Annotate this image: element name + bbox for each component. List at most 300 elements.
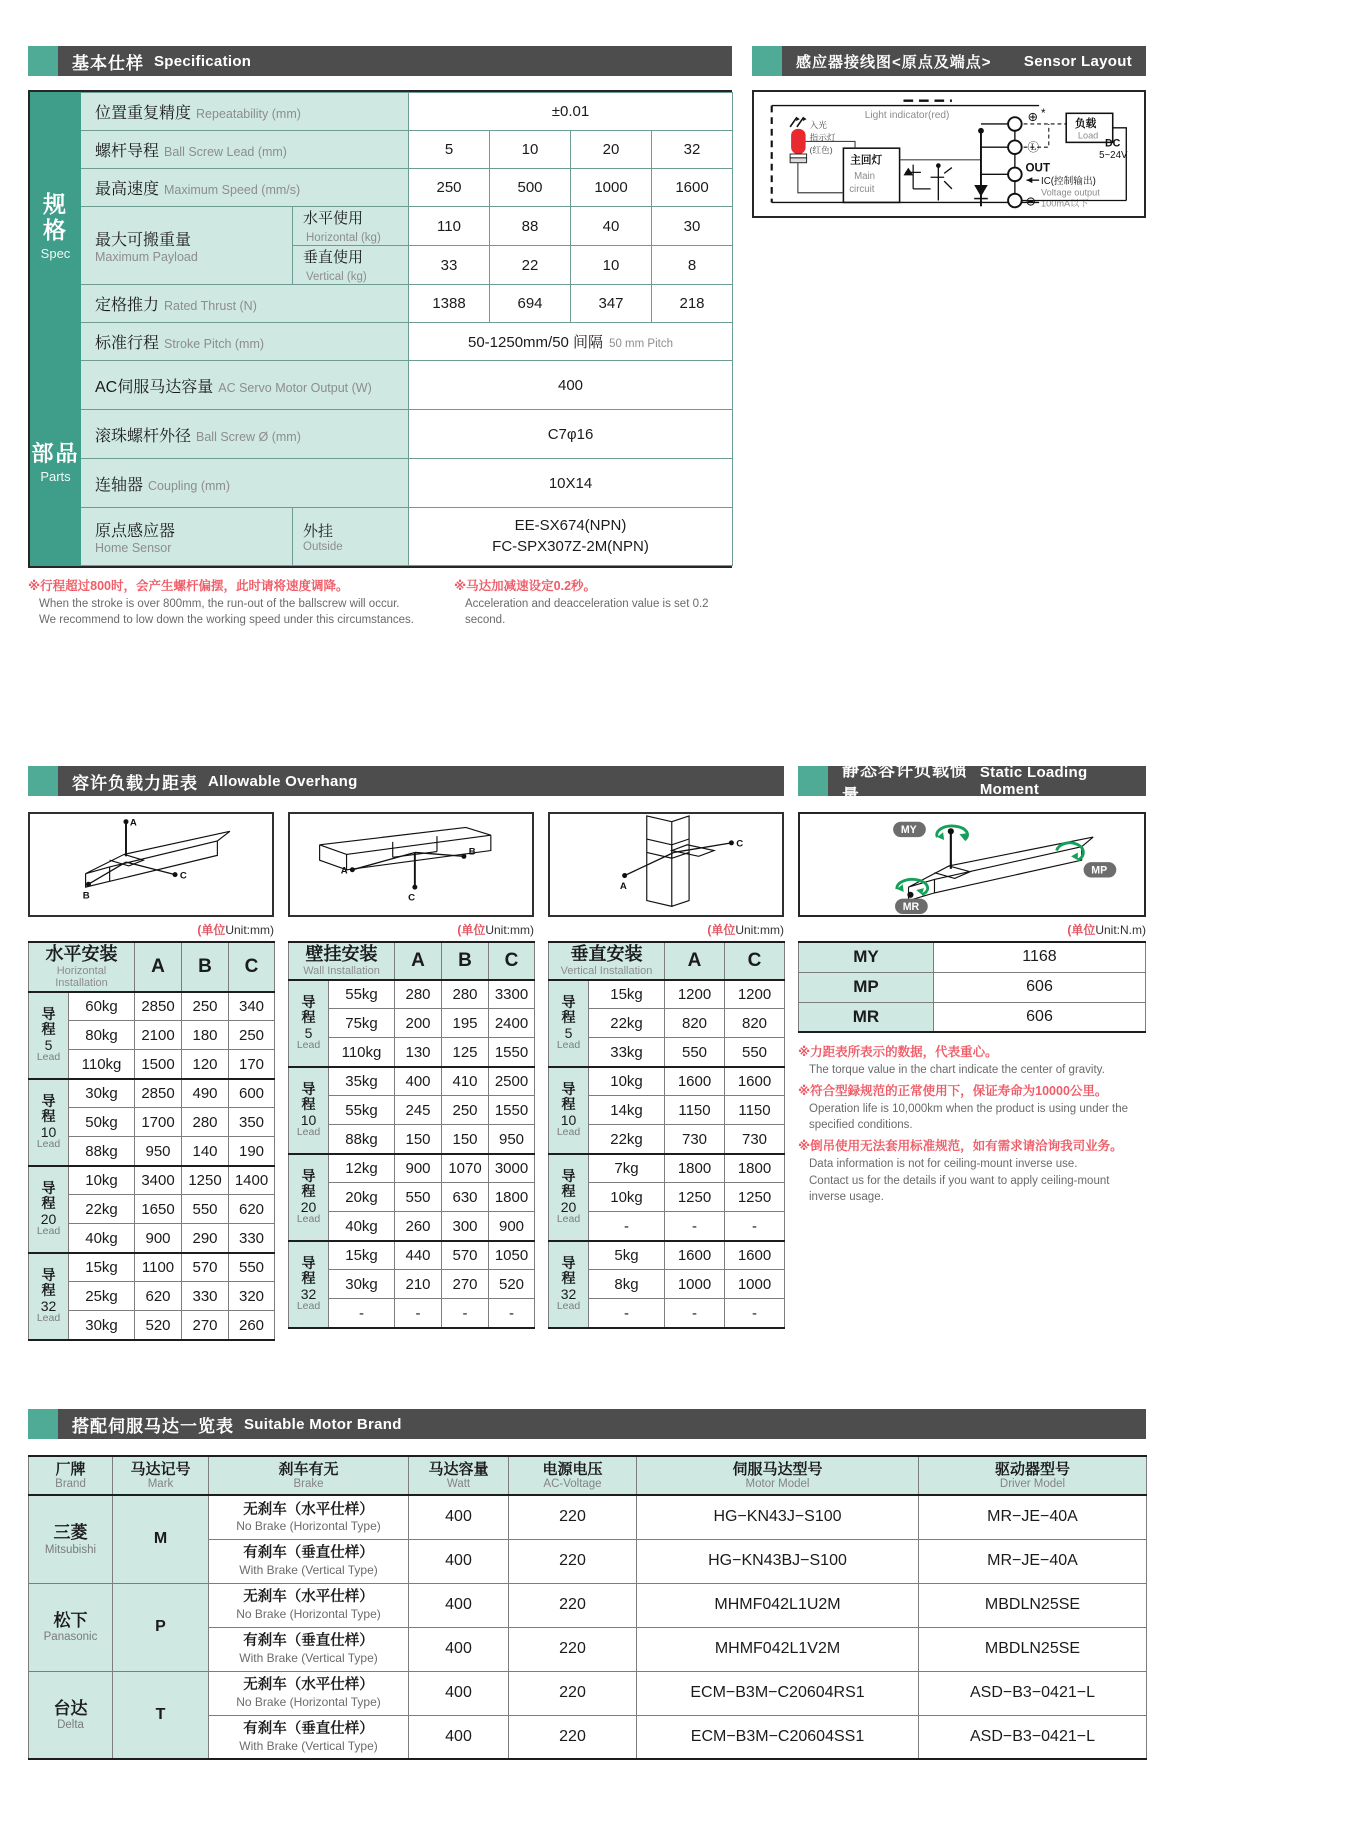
brake-cn: 有刹车（垂直仕样） bbox=[243, 1721, 374, 1738]
value-home-sensor-line1: EE-SX674(NPN) bbox=[514, 517, 627, 535]
header-cn: 马达记号 bbox=[130, 1461, 191, 1478]
header-en: Brand bbox=[55, 1478, 86, 1491]
dc-range: 5~24V bbox=[1099, 149, 1128, 161]
value-coupling: 10X14 bbox=[409, 459, 733, 508]
lead-group-label bbox=[29, 1079, 69, 1166]
value-cell: - bbox=[395, 1299, 442, 1328]
lead-number: 10 bbox=[300, 1111, 317, 1128]
value-stroke-main: 50-1250mm/50 间隔 bbox=[468, 334, 604, 351]
brand-cell bbox=[29, 1583, 113, 1671]
overhang-tables-row bbox=[28, 812, 784, 1341]
table-title bbox=[289, 942, 395, 980]
load-cell: 22kg bbox=[69, 1195, 135, 1224]
header-en: Mark bbox=[147, 1478, 174, 1491]
static-moment-body bbox=[799, 942, 1146, 1032]
motor-brand-table bbox=[28, 1455, 1147, 1760]
static-note-1 bbox=[798, 1082, 1146, 1133]
load-cell: 20kg bbox=[329, 1183, 395, 1212]
load-cell: 30kg bbox=[69, 1079, 135, 1108]
note-cn: ※力距表所表示的数据，代表重心。 bbox=[798, 1045, 998, 1059]
value-cell: 730 bbox=[725, 1125, 785, 1154]
value-cell: 270 bbox=[442, 1270, 489, 1299]
table-row bbox=[289, 1067, 535, 1096]
static-unit-label bbox=[798, 921, 1146, 938]
lead-en: Lead bbox=[296, 1039, 321, 1052]
load-cell: 75kg bbox=[329, 1009, 395, 1038]
column-header bbox=[113, 1456, 209, 1495]
lead-number: 10 bbox=[560, 1111, 577, 1128]
note-en1: Acceleration and deacceleration value is set 0.2 second. bbox=[465, 597, 709, 627]
main-circuit-en1: Main bbox=[854, 171, 876, 183]
value-cell: 260 bbox=[229, 1311, 275, 1340]
parts-band-cn: 部品 bbox=[31, 440, 80, 466]
static-moment-diagram bbox=[798, 812, 1146, 917]
label-en: AC Servo Motor Output (W) bbox=[218, 380, 372, 395]
voltage-cell: 220 bbox=[509, 1495, 637, 1539]
spec-band-cn: 规格 bbox=[43, 190, 68, 243]
label-cn: 位置重复精度 bbox=[95, 105, 192, 122]
value-cell: 820 bbox=[665, 1009, 725, 1038]
svg-text:A: A bbox=[340, 865, 348, 877]
value-lead-3: 32 bbox=[652, 131, 733, 169]
lead-cn: 导 程 bbox=[41, 1266, 56, 1298]
value-cell: 1000 bbox=[725, 1270, 785, 1299]
load-cell: 22kg bbox=[589, 1009, 665, 1038]
row-label-repeatability bbox=[81, 93, 409, 131]
lead-en: Lead bbox=[296, 1126, 321, 1139]
overhang-body-0 bbox=[29, 992, 275, 1340]
unit-cn: (单位 bbox=[197, 923, 226, 937]
lead-number: 5 bbox=[304, 1024, 313, 1041]
lead-cn: 导 程 bbox=[41, 1179, 56, 1211]
lead-en: Lead bbox=[556, 1126, 581, 1139]
value-cell: 2100 bbox=[135, 1021, 182, 1050]
value-lead-1: 10 bbox=[490, 131, 571, 169]
lead-cn: 导 程 bbox=[301, 1254, 316, 1286]
value-cell: - bbox=[442, 1299, 489, 1328]
moment-key: MP bbox=[799, 972, 934, 1002]
brand-en: Delta bbox=[57, 1719, 84, 1732]
note-cn: ※行程超过800时，会产生螺杆偏摆，此时请将速度调降。 bbox=[28, 579, 349, 593]
static-header-bar bbox=[798, 761, 1146, 805]
note-cn: ※符合型録规范的正常使用下，保证寿命为10000公里。 bbox=[798, 1084, 1108, 1099]
row-label-coupling bbox=[81, 459, 409, 508]
col-c: C bbox=[229, 942, 275, 992]
table-row bbox=[289, 980, 535, 1009]
value-cell: 1250 bbox=[182, 1166, 229, 1195]
table-row bbox=[29, 1671, 1147, 1715]
mark-cell: P bbox=[113, 1583, 209, 1671]
unit-en: Unit:N.m) bbox=[1095, 923, 1146, 937]
brand-en: Mitsubishi bbox=[44, 1543, 97, 1556]
value-cell: 200 bbox=[395, 1009, 442, 1038]
sensor-title-en: Sensor Layout bbox=[1023, 52, 1132, 70]
value-cell: 950 bbox=[135, 1137, 182, 1166]
driver-model-cell: ASD−B3−0421−L bbox=[919, 1715, 1147, 1759]
load-cell: 35kg bbox=[329, 1067, 395, 1096]
load-cell: 80kg bbox=[69, 1021, 135, 1050]
table-row bbox=[549, 980, 785, 1009]
load-cell: 10kg bbox=[69, 1166, 135, 1195]
value-cell: 300 bbox=[442, 1212, 489, 1241]
col-b: B bbox=[182, 942, 229, 992]
note-0 bbox=[28, 577, 428, 628]
note-en3: inverse usage. bbox=[809, 1190, 884, 1203]
load-cell: 15kg bbox=[69, 1253, 135, 1282]
table-row bbox=[799, 942, 1146, 972]
value-cell: 570 bbox=[442, 1241, 489, 1270]
value-cell: 730 bbox=[665, 1125, 725, 1154]
row-label-motor-output bbox=[81, 361, 409, 410]
value-cell: 3300 bbox=[489, 980, 535, 1009]
lead-number: 5 bbox=[564, 1024, 573, 1041]
lead-group-label bbox=[549, 980, 589, 1067]
load-cell: 10kg bbox=[589, 1183, 665, 1212]
motor-header-bar bbox=[28, 1409, 1146, 1439]
table-row bbox=[29, 1495, 1147, 1539]
watt-cell: 400 bbox=[409, 1539, 509, 1583]
vertical-axis-icon bbox=[550, 814, 782, 915]
voltage-cell: 220 bbox=[509, 1671, 637, 1715]
lead-number: 5 bbox=[44, 1036, 53, 1053]
lead-group-label bbox=[289, 980, 329, 1067]
value-cell: 620 bbox=[135, 1282, 182, 1311]
watt-cell: 400 bbox=[409, 1495, 509, 1539]
load-cell: 15kg bbox=[329, 1241, 395, 1270]
lead-group-label bbox=[289, 1241, 329, 1328]
lead-en: Lead bbox=[36, 1051, 61, 1064]
value-cell: 1000 bbox=[665, 1270, 725, 1299]
brake-en: No Brake (Horizontal Type) bbox=[236, 1519, 381, 1534]
label-cn: 滚珠螺杆外径 bbox=[95, 427, 192, 445]
load-en: Load bbox=[1077, 130, 1099, 141]
watt-cell: 400 bbox=[409, 1671, 509, 1715]
value-cell: 125 bbox=[442, 1038, 489, 1067]
value-cell: 550 bbox=[665, 1038, 725, 1067]
value-cell: 340 bbox=[229, 992, 275, 1021]
header-en: AC-Voltage bbox=[543, 1478, 602, 1491]
value-cell: 1100 bbox=[135, 1253, 182, 1282]
wall-axis-icon bbox=[290, 814, 532, 915]
note-en2: We recommend to low down the working speed under this circumstances. bbox=[39, 614, 414, 627]
load-cell: - bbox=[329, 1299, 395, 1328]
horizontal-diagram bbox=[28, 812, 274, 917]
specification-table bbox=[30, 92, 733, 566]
title-cn: 垂直安装 bbox=[570, 944, 643, 964]
lead-cn: 导 程 bbox=[561, 993, 576, 1025]
brand-cell bbox=[29, 1671, 113, 1759]
sub-label-en: Outside bbox=[303, 541, 343, 553]
lead-number: 20 bbox=[40, 1210, 57, 1227]
value-stroke bbox=[409, 323, 733, 361]
lead-en: Lead bbox=[36, 1225, 61, 1238]
terminal-out bbox=[1008, 168, 1022, 182]
out-label: OUT bbox=[1025, 161, 1051, 175]
value-cell: 250 bbox=[442, 1096, 489, 1125]
label-en: Repeatability (mm) bbox=[196, 107, 301, 121]
note-cn: ※马达加减速设定0.2秒。 bbox=[454, 579, 597, 593]
note-1 bbox=[454, 577, 732, 628]
brake-cell bbox=[209, 1627, 409, 1671]
unit-cn: (单位 bbox=[457, 923, 486, 937]
lead-cn: 导 程 bbox=[301, 993, 316, 1025]
horizontal-overhang-table bbox=[28, 941, 275, 1341]
value-cell: 400 bbox=[395, 1067, 442, 1096]
value-speed-1: 500 bbox=[490, 169, 571, 207]
row-label-thrust bbox=[81, 285, 409, 323]
moment-value: 606 bbox=[934, 972, 1146, 1002]
load-cell: 25kg bbox=[69, 1282, 135, 1311]
value-cell: 2400 bbox=[489, 1009, 535, 1038]
value-vertical-0: 33 bbox=[409, 246, 490, 285]
value-home-sensor-line2: FC-SPX307Z-2M(NPN) bbox=[492, 537, 649, 555]
lead-group-label bbox=[29, 1253, 69, 1340]
label-cn: 连轴器 bbox=[95, 476, 144, 494]
value-cell: 180 bbox=[182, 1021, 229, 1050]
load-cell: - bbox=[589, 1299, 665, 1328]
value-cell: 130 bbox=[395, 1038, 442, 1067]
table-row bbox=[549, 1154, 785, 1183]
table-row bbox=[29, 992, 275, 1021]
label-cn: 水平使用 bbox=[303, 210, 364, 227]
load-cell: 8kg bbox=[589, 1270, 665, 1299]
svg-text:B: B bbox=[82, 890, 90, 902]
load-cell: 110kg bbox=[329, 1038, 395, 1067]
value-cell: 150 bbox=[395, 1125, 442, 1154]
value-cell: 1400 bbox=[229, 1166, 275, 1195]
value-motor-output: 400 bbox=[409, 361, 733, 410]
lead-cn: 导 程 bbox=[561, 1080, 576, 1112]
value-cell: 2850 bbox=[135, 1079, 182, 1108]
lead-group-label bbox=[289, 1067, 329, 1154]
value-cell: 600 bbox=[229, 1079, 275, 1108]
value-cell: 290 bbox=[182, 1224, 229, 1253]
static-note-2 bbox=[798, 1137, 1146, 1205]
row-label-stroke bbox=[81, 323, 409, 361]
sensor-header-bar bbox=[752, 46, 1146, 76]
value-horizontal-1: 88 bbox=[490, 207, 571, 246]
column-header bbox=[209, 1456, 409, 1495]
row-label-home-sensor bbox=[81, 508, 293, 566]
brake-cell bbox=[209, 1715, 409, 1759]
value-repeatability: ±0.01 bbox=[409, 93, 733, 131]
value-cell: - bbox=[725, 1212, 785, 1241]
table-row bbox=[29, 1079, 275, 1108]
brake-en: With Brake (Vertical Type) bbox=[239, 1650, 378, 1665]
value-cell: 250 bbox=[182, 992, 229, 1021]
header-swatch bbox=[28, 46, 58, 76]
wall-diagram bbox=[288, 812, 534, 917]
driver-model-cell: MBDLN25SE bbox=[919, 1627, 1147, 1671]
table-row bbox=[549, 1067, 785, 1096]
value-cell: 570 bbox=[182, 1253, 229, 1282]
table-row bbox=[31, 285, 733, 323]
value-cell: 1050 bbox=[489, 1241, 535, 1270]
brand-cn: 三菱 bbox=[53, 1523, 88, 1543]
watt-cell: 400 bbox=[409, 1627, 509, 1671]
value-cell: 1250 bbox=[725, 1183, 785, 1212]
spec-band-en: Spec bbox=[40, 246, 71, 262]
brake-cn: 有刹车（垂直仕样） bbox=[243, 1545, 374, 1562]
voltage-cell: 220 bbox=[509, 1627, 637, 1671]
load-cell: 30kg bbox=[329, 1270, 395, 1299]
value-cell: 630 bbox=[442, 1183, 489, 1212]
unit-label bbox=[288, 921, 534, 938]
value-thrust-3: 218 bbox=[652, 285, 733, 323]
voltage-cell: 220 bbox=[509, 1715, 637, 1759]
value-cell: 3400 bbox=[135, 1166, 182, 1195]
voltage-cell: 220 bbox=[509, 1583, 637, 1627]
overhang-block bbox=[28, 766, 784, 1341]
header-en: Brake bbox=[293, 1478, 324, 1491]
moment-key: MR bbox=[799, 1002, 934, 1032]
label-cn: 最高速度 bbox=[95, 181, 160, 198]
value-cell: 440 bbox=[395, 1241, 442, 1270]
table-row bbox=[799, 972, 1146, 1002]
lead-group-label bbox=[549, 1241, 589, 1328]
table-row bbox=[31, 361, 733, 410]
ic-label: IC(控制输出) bbox=[1041, 176, 1096, 188]
title-cn: 壁挂安装 bbox=[305, 944, 378, 964]
lead-group-label bbox=[29, 1166, 69, 1253]
brake-en: With Brake (Vertical Type) bbox=[239, 1738, 378, 1753]
current-cn: 100mA以下 bbox=[1041, 198, 1089, 209]
unit-en: Unit:mm) bbox=[225, 923, 274, 937]
value-cell: 550 bbox=[229, 1253, 275, 1282]
value-cell: 280 bbox=[395, 980, 442, 1009]
specification-block bbox=[28, 46, 732, 628]
motor-brand-body bbox=[29, 1495, 1147, 1759]
value-horizontal-3: 30 bbox=[652, 207, 733, 246]
value-cell: - bbox=[665, 1212, 725, 1241]
brake-en: With Brake (Vertical Type) bbox=[239, 1562, 378, 1577]
column-header bbox=[637, 1456, 919, 1495]
note-en2: specified conditions. bbox=[809, 1119, 913, 1132]
sensor-layout-block bbox=[752, 46, 1146, 218]
header-en: Watt bbox=[446, 1478, 471, 1491]
horizontal-axis-icon bbox=[30, 814, 272, 915]
overhang-title-en: Allowable Overhang bbox=[208, 772, 358, 790]
header-cn: 伺服马达型号 bbox=[732, 1461, 823, 1478]
table-row bbox=[31, 169, 733, 207]
brake-cell bbox=[209, 1583, 409, 1627]
lead-en: Lead bbox=[296, 1213, 321, 1226]
label-en: Maximum Speed (mm/s) bbox=[164, 183, 301, 197]
note-en1: When the stroke is over 800mm, the run-out of the ballscrew will occur. bbox=[39, 597, 400, 610]
table-row bbox=[31, 410, 733, 459]
value-cell: 1700 bbox=[135, 1108, 182, 1137]
load-cell: 88kg bbox=[69, 1137, 135, 1166]
value-cell: 1150 bbox=[725, 1096, 785, 1125]
svg-text:A: A bbox=[619, 881, 627, 893]
table-header-row bbox=[289, 942, 535, 980]
table-row bbox=[29, 1166, 275, 1195]
lead-cn: 导 程 bbox=[561, 1167, 576, 1199]
moment-value: 1168 bbox=[934, 942, 1146, 972]
brand-cn: 台达 bbox=[53, 1698, 88, 1718]
parts-band bbox=[31, 361, 81, 566]
value-cell: 270 bbox=[182, 1311, 229, 1340]
wall-overhang-table bbox=[288, 941, 535, 1329]
value-cell: 950 bbox=[489, 1125, 535, 1154]
lead-en: Lead bbox=[556, 1039, 581, 1052]
header-swatch bbox=[752, 46, 782, 76]
label-en: Home Sensor bbox=[95, 541, 172, 555]
row-label-ballscrew bbox=[81, 410, 409, 459]
lead-number: 32 bbox=[40, 1297, 57, 1314]
column-header bbox=[919, 1456, 1147, 1495]
value-cell: 1600 bbox=[725, 1241, 785, 1270]
value-cell: 260 bbox=[395, 1212, 442, 1241]
value-cell: 1600 bbox=[665, 1241, 725, 1270]
value-speed-0: 250 bbox=[409, 169, 490, 207]
brake-cell bbox=[209, 1671, 409, 1715]
overhang-header-bar bbox=[28, 766, 784, 796]
value-cell: 1550 bbox=[489, 1038, 535, 1067]
header-cn: 驱动器型号 bbox=[994, 1461, 1070, 1478]
specification-table-wrap bbox=[28, 90, 732, 568]
column-header bbox=[29, 1456, 113, 1495]
note-en1: Operation life is 10,000km when the product is using under the bbox=[809, 1102, 1128, 1115]
value-cell: - bbox=[489, 1299, 535, 1328]
lead-cn: 导 程 bbox=[301, 1167, 316, 1199]
value-home-sensor bbox=[409, 508, 733, 566]
value-stroke-note: 50 mm Pitch bbox=[609, 338, 673, 350]
overhang-title-cn: 容许负载力距表 bbox=[72, 773, 198, 793]
motor-model-cell: MHMF042L1V2M bbox=[637, 1627, 919, 1671]
svg-text:C: C bbox=[736, 838, 744, 850]
lead-group-label bbox=[29, 992, 69, 1079]
value-cell: 1800 bbox=[489, 1183, 535, 1212]
label-en: Stroke Pitch (mm) bbox=[164, 337, 265, 351]
lead-cn: 导 程 bbox=[41, 1005, 56, 1037]
static-moment-table bbox=[798, 941, 1146, 1033]
static-title-en: Static Loading Moment bbox=[979, 764, 1088, 798]
table-row bbox=[31, 508, 733, 566]
value-cell: 1800 bbox=[725, 1154, 785, 1183]
terminal-plus bbox=[1008, 117, 1022, 131]
table-row bbox=[31, 93, 733, 131]
load-cell: 5kg bbox=[589, 1241, 665, 1270]
l-terminal-symbol: Ⓛ bbox=[1027, 141, 1040, 155]
brake-cn: 无刹车（水平仕样） bbox=[243, 1501, 374, 1518]
motor-title-cn: 搭配伺服马达一览表 bbox=[72, 1416, 234, 1436]
driver-model-cell: MBDLN25SE bbox=[919, 1583, 1147, 1627]
load-cell: 10kg bbox=[589, 1067, 665, 1096]
load-cell: 110kg bbox=[69, 1050, 135, 1079]
title-cn: 水平安装 bbox=[45, 944, 118, 964]
label-cn: AC伺服马达容量 bbox=[95, 378, 214, 396]
column-header bbox=[409, 1456, 509, 1495]
watt-cell: 400 bbox=[409, 1583, 509, 1627]
static-title-cn: 静态容许负载惯量 bbox=[842, 761, 968, 805]
overhang-vertical bbox=[548, 812, 784, 1341]
terminal-l bbox=[1008, 140, 1022, 154]
value-lead-2: 20 bbox=[571, 131, 652, 169]
table-row bbox=[29, 1583, 1147, 1627]
value-cell: 1800 bbox=[665, 1154, 725, 1183]
value-cell: 900 bbox=[489, 1212, 535, 1241]
table-header-row bbox=[29, 942, 275, 992]
static-note-0 bbox=[798, 1043, 1146, 1078]
label-en: Rated Thrust (N) bbox=[164, 299, 257, 313]
value-cell: 550 bbox=[182, 1195, 229, 1224]
brand-en: Panasonic bbox=[43, 1631, 98, 1644]
load-cell: 15kg bbox=[589, 980, 665, 1009]
driver-model-cell: MR−JE−40A bbox=[919, 1539, 1147, 1583]
asterisk-symbol: * bbox=[1041, 107, 1046, 121]
lead-group-label bbox=[549, 1154, 589, 1241]
